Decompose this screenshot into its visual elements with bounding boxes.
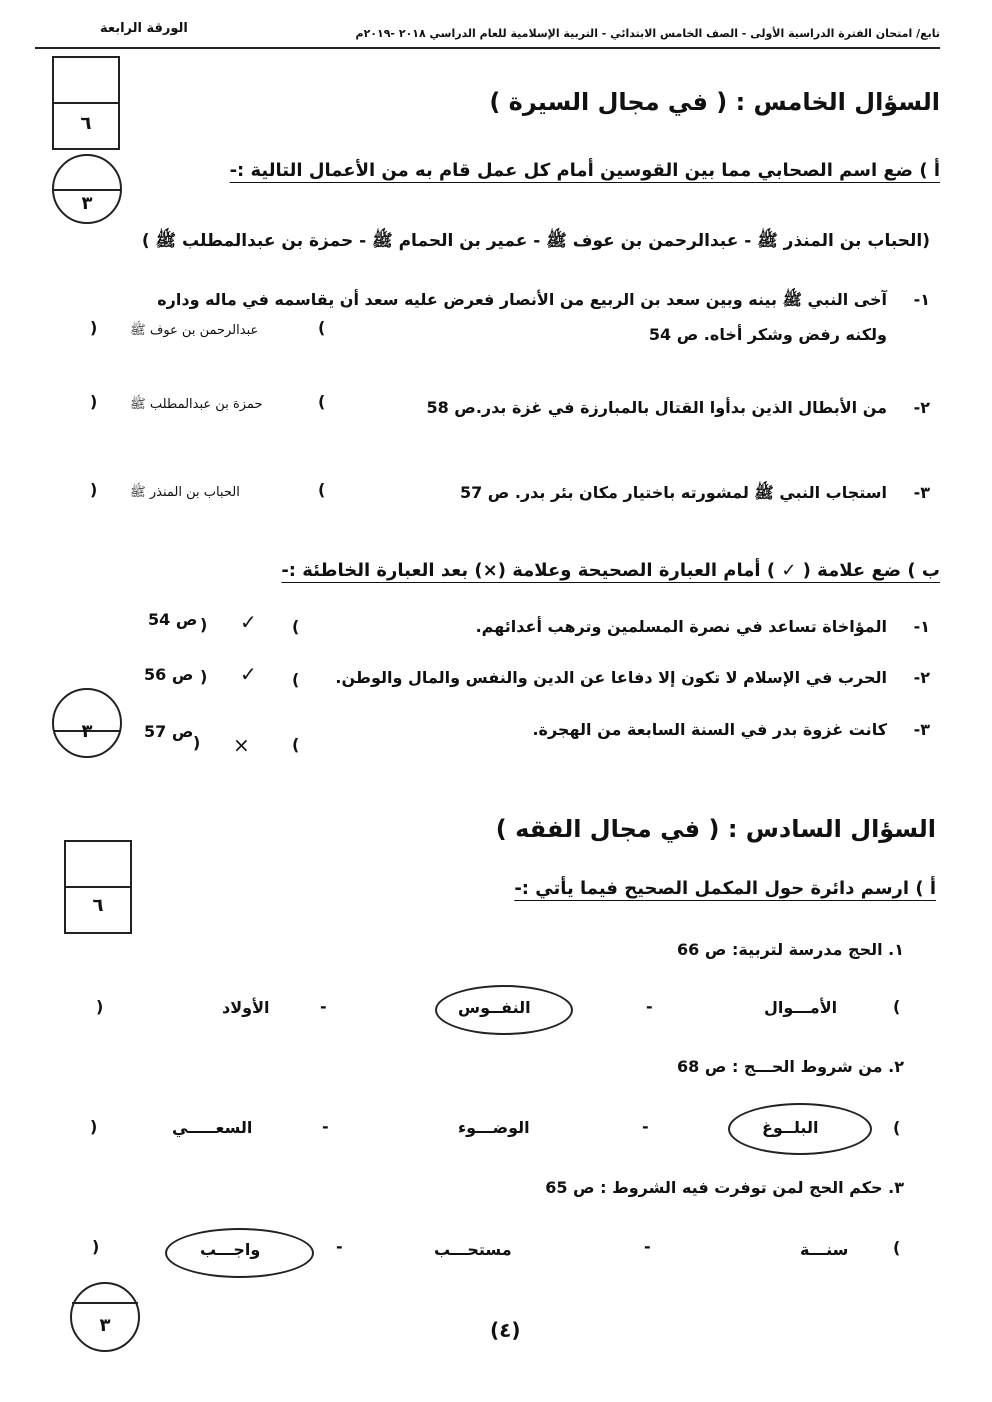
q5-b-instruction: ب ) ضع علامة ( ✓ ) أمام العبارة الصحيحة وعلامة (×) بعد العبارة الخاطئة :-: [281, 560, 940, 581]
q6-item-3-option-1: سنـــة: [800, 1240, 849, 1259]
q5-a-names: (الحباب بن المنذر ﷺ - عبدالرحمن بن عوف ﷺ - عمير بن الحمام ﷺ - حمزة بن عبدالمطلب ﷺ ): [141, 231, 930, 251]
q6-score-box-divider: [66, 886, 130, 888]
q5-b-item-3-mark: ×: [233, 733, 250, 757]
q6-item-2-option-3: السعـــــي: [172, 1118, 253, 1137]
q5-b-item-3-text: كانت غزوة بدر في السنة السابعة من الهجرة.: [532, 720, 887, 739]
q5-b-item-3-page: ص 57: [144, 722, 194, 741]
q5-b-item-3-close-paren: ): [193, 733, 201, 752]
q6-item-2-option-1: البلــوغ: [762, 1118, 819, 1137]
q6-item-3-option-2: مستحـــب: [434, 1240, 512, 1259]
header-left-label: الورقة الرابعة: [100, 21, 188, 36]
q6-a-instruction: أ ) ارسم دائرة حول المكمل الصحيح فيما يأتي :-: [514, 878, 936, 899]
q6-item-1-sep-1: -: [646, 997, 653, 1016]
q5-a-item-1-answer: عبدالرحمن بن عوف ﷺ: [130, 323, 259, 338]
q6-item-2-sep-2: -: [322, 1117, 329, 1136]
q6-item-3-open-paren: (: [893, 1238, 901, 1257]
q5-a-score-circle-line: [54, 189, 120, 191]
q5-a-item-3-close-paren: ): [90, 480, 98, 499]
q5-b-item-2-num: ٢-: [913, 668, 930, 687]
q5-b-item-1-page: ص 54: [148, 610, 198, 629]
q6-item-1-open-paren: (: [893, 997, 901, 1016]
q5-a-item-2-answer: حمزة بن عبدالمطلب ﷺ: [130, 397, 263, 412]
q5-b-item-2-open-paren: (: [292, 670, 300, 689]
q5-a-item-1-close-paren: ): [90, 318, 98, 337]
q6-item-1-option-3: الأولاد: [222, 998, 270, 1017]
q6-item-3-sep-2: -: [336, 1237, 343, 1256]
q6-item-2-close-paren: ): [90, 1117, 98, 1136]
q5-a-item-3-num: ٣-: [913, 483, 930, 502]
q5-a-item-3-answer: الحباب بن المنذر ﷺ: [130, 485, 240, 500]
q6-item-2-sep-1: -: [642, 1117, 649, 1136]
q6-score-circle: [70, 1282, 140, 1352]
q5-b-item-1-close-paren: ): [200, 615, 208, 634]
header-rule: [35, 47, 940, 49]
q6-item-3-option-3: واجـــب: [200, 1240, 261, 1259]
q5-b-item-1-mark: ✓: [240, 610, 257, 634]
q6-score-box: [64, 840, 132, 934]
q5-a-item-2-num: ٢-: [913, 398, 930, 417]
q5-b-item-3-num: ٣-: [913, 720, 930, 739]
q5-b-item-2-page: ص 56: [144, 665, 194, 684]
page-number: (٤): [490, 1318, 521, 1342]
q5-b-item-1-text: المؤاخاة تساعد في نصرة المسلمين وترهب أعدائهم.: [475, 617, 887, 636]
q6-item-3-close-paren: ): [92, 1237, 100, 1256]
q6-item-1-option-2: النفــوس: [458, 998, 531, 1017]
q5-a-item-1-num: ١-: [913, 290, 930, 309]
q5-a-score-value: ٣: [81, 193, 93, 214]
q6-score-value: ٦: [92, 895, 104, 916]
q5-b-item-3-open-paren: (: [292, 735, 300, 754]
q5-b-item-2-text: الحرب في الإسلام لا تكون إلا دفاعا عن الدين والنفس والمال والوطن.: [335, 668, 887, 687]
q5-title: السؤال الخامس : ( في مجال السيرة ): [489, 88, 940, 116]
q5-a-item-3-open-paren: (: [318, 480, 326, 499]
q6-item-2-open-paren: (: [893, 1118, 901, 1137]
q5-a-item-2-close-paren: ): [90, 392, 98, 411]
q5-b-item-1-open-paren: (: [292, 617, 300, 636]
q6-score-circle-line: [72, 1302, 138, 1304]
header-title: تابع/ امتحان الفترة الدراسية الأولى - الصف الخامس الابتدائي - التربية الإسلامية للعام الدراسي ٢٠١٨ -٢٠١٩م: [355, 27, 940, 40]
q5-a-item-2-line1: من الأبطال الذين بدأوا القتال بالمبارزة في غزة بدر.ص 58: [426, 398, 887, 417]
q6-item-1-sep-2: -: [320, 997, 327, 1016]
q5-b-item-2-mark: ✓: [240, 662, 257, 686]
q5-score-box: [52, 56, 120, 150]
q6-item-1-stem: ١. الحج مدرسة لتربية: ص 66: [677, 940, 904, 959]
q5-b-score-circle: [52, 688, 122, 758]
q5-b-score-value: ٣: [81, 721, 93, 742]
q5-a-item-3-line1: استجاب النبي ﷺ لمشورته باختيار مكان بئر بدر. ص 57: [459, 483, 887, 502]
q5-a-instruction: أ ) ضع اسم الصحابي مما بين القوسين أمام كل عمل قام به من الأعمال التالية :-: [229, 160, 940, 181]
q5-b-item-2-close-paren: ): [200, 667, 208, 686]
q6-item-3-stem: ٣. حكم الحج لمن توفرت فيه الشروط : ص 65: [545, 1178, 904, 1197]
q5-a-item-2-open-paren: (: [318, 392, 326, 411]
q5-a-item-1-line2: ولكنه رفض وشكر أخاه. ص 54: [648, 325, 887, 344]
q6-item-1-option-1: الأمـــوال: [764, 998, 838, 1017]
q6-item-3-sep-1: -: [644, 1237, 651, 1256]
q6-item-2-stem: ٢. من شروط الحـــج : ص 68: [677, 1057, 904, 1076]
q6-title: السؤال السادس : ( في مجال الفقه ): [495, 815, 936, 843]
q6-item-2-option-2: الوضـــوء: [458, 1118, 530, 1137]
q5-a-score-circle: [52, 154, 122, 224]
q5-score-box-divider: [54, 102, 118, 104]
q5-a-item-1-line1: آخى النبي ﷺ بينه وبين سعد بن الربيع من الأنصار فعرض عليه سعد أن يقاسمه في ماله وداره: [157, 290, 887, 309]
q5-a-item-1-open-paren: (: [318, 318, 326, 337]
q6-item-1-close-paren: ): [96, 997, 104, 1016]
q5-b-item-1-num: ١-: [913, 617, 930, 636]
q6-score-circle-value: ٣: [99, 1315, 111, 1336]
q5-score-value: ٦: [80, 113, 92, 134]
